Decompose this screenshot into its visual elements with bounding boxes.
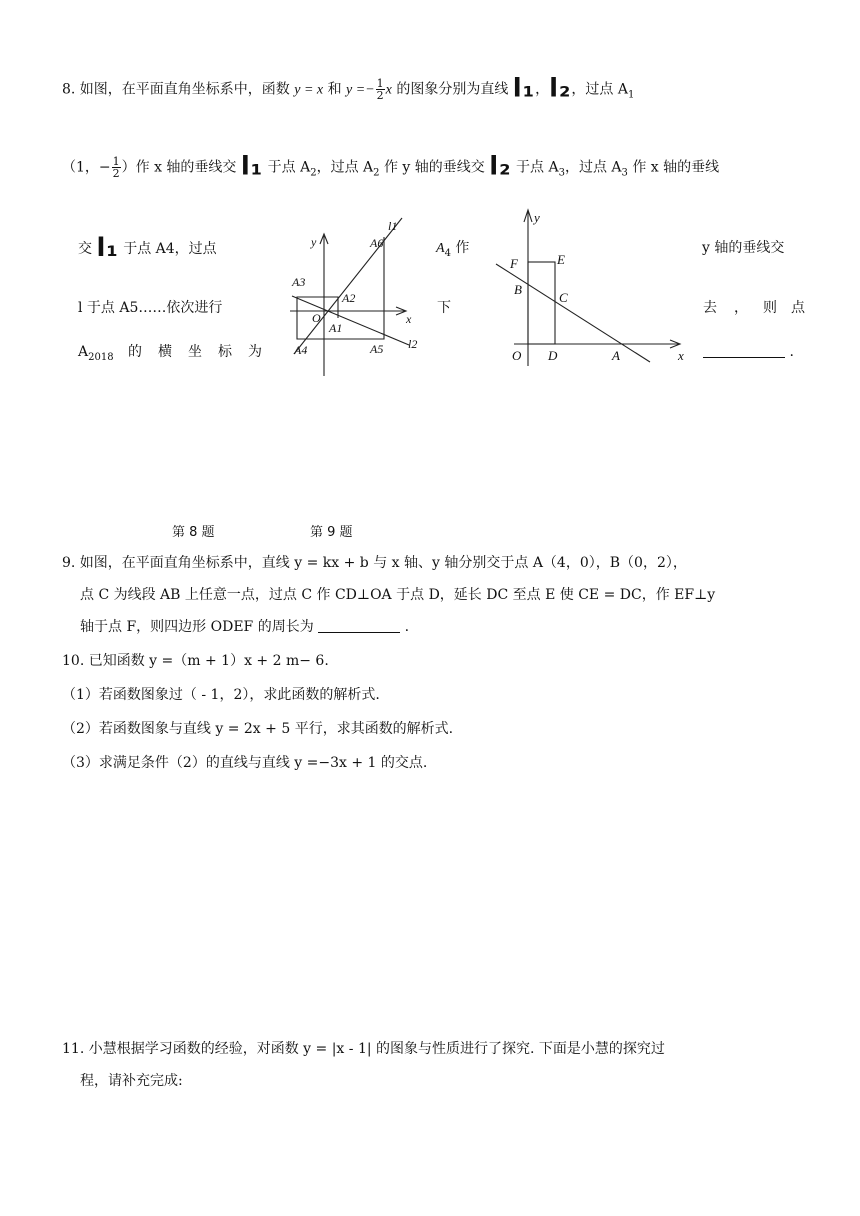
q8-line5-word-5: 为	[248, 344, 262, 360]
q9-line3: 轴于点 F，则四边形 ODEF 的周长为 .	[80, 619, 410, 635]
q11-line1: 11. 小慧根据学习函数的经验，对函数 y = |x - 1| 的图象与性质进行了探究. 下面是小慧的探究过	[62, 1041, 665, 1057]
q8-line2: （1，− $\frac{1}{2}$ ）作 x 轴的垂线交 l₁ 于点 $A_2$，过点 $A_2$ 作 y 轴的垂线交 l₂ 于点 $A_3$，过点 $A_3$ 作 x 轴的垂线	[62, 151, 720, 182]
label-O: O	[312, 311, 321, 325]
q8-line3-right: y 轴的垂线交	[702, 240, 785, 256]
label-C: C	[559, 290, 568, 305]
label-A2: A2	[342, 291, 356, 305]
handwritten-l2: l₂	[489, 151, 512, 182]
q8-line4-comma: ，	[734, 300, 748, 316]
label-F: F	[510, 256, 518, 271]
q8-line4-qu: 去	[703, 300, 717, 316]
label-x: x	[406, 312, 412, 326]
q10-part1: （1）若函数图象过（ - 1，2），求此函数的解析式.	[62, 687, 380, 703]
label-y: y	[311, 235, 317, 249]
label-A: A	[612, 348, 620, 363]
fraction-one-half: $\frac{1}{2}$	[112, 155, 120, 180]
label-D: D	[548, 348, 558, 363]
caption-q9: 第 9 题	[310, 525, 353, 540]
handwritten-l1: l₁	[240, 151, 264, 182]
figure-8	[284, 214, 424, 384]
fraction-one-half: $\frac{1}{2}$	[376, 77, 384, 102]
answer-blank[interactable]	[703, 343, 785, 358]
label-A6: A6	[370, 236, 384, 250]
handwritten-l2: l₂	[549, 73, 572, 104]
label-A1: A1	[329, 321, 343, 335]
answer-blank[interactable]	[318, 618, 400, 633]
q8-line4-dian: 点	[791, 300, 805, 316]
q8-line4-ze: 则	[763, 300, 777, 316]
label-y: y	[534, 210, 540, 225]
q9-line2: 点 C 为线段 AB 上任意一点，过点 C 作 CD⊥OA 于点 D，延长 DC 至点 E 使 CE = DC，作 EF⊥y	[80, 587, 716, 603]
q8-line5-word-1: 的	[128, 344, 142, 360]
label-A4: A4	[294, 343, 308, 357]
label-A5: A5	[370, 342, 384, 356]
q8-line1: 8. 如图，在平面直角坐标系中，函数 y = x 和 y =− $\frac{1}{2}$ x 的图象分别为直线 l₁，l₂，过点 $A_1$	[62, 73, 635, 104]
label-A3: A3	[292, 275, 306, 289]
q10-part3: （3）求满足条件（2）的直线与直线 y =−3x + 1 的交点.	[62, 755, 428, 771]
caption-q8: 第 8 题	[172, 525, 215, 540]
q8-line3-a4: $A_4$ 作	[436, 240, 470, 259]
figure-9	[490, 202, 700, 372]
q8-line4-xia: 下	[437, 300, 451, 316]
q8-answer-blank[interactable]: .	[703, 342, 794, 362]
q10-part2: （2）若函数图象与直线 y = 2x + 5 平行，求其函数的解析式.	[62, 721, 454, 737]
handwritten-l1: l₁	[96, 233, 119, 263]
label-B: B	[514, 282, 522, 297]
q8-line4-left: l 于点 A5……依次进行	[78, 300, 223, 316]
handwritten-l1: l₁	[512, 73, 536, 104]
label-O: O	[512, 348, 522, 363]
label-x: x	[678, 348, 684, 363]
q11-line2: 程，请补充完成:	[80, 1073, 183, 1089]
rectangle-ODEF	[528, 262, 555, 344]
q9-line1: 9. 如图，在平面直角坐标系中，直线 y = kx + b 与 x 轴、y 轴分别交于点 A（4，0），B（0，2），	[62, 555, 687, 571]
q8-line3-left: 交 l₁ 于点 A4，过点	[78, 233, 217, 263]
label-l1: l1	[388, 219, 398, 233]
q8-line5-word-2: 横	[158, 344, 172, 360]
q8-line5-left: $A_{2018}$	[78, 344, 114, 363]
label-l2: l2	[408, 337, 418, 351]
q8-line5-word-3: 坐	[188, 344, 202, 360]
q10-title: 10. 已知函数 y =（m + 1）x + 2 m− 6.	[62, 653, 329, 669]
q8-line5-word-4: 标	[218, 344, 232, 360]
label-E: E	[557, 252, 565, 267]
